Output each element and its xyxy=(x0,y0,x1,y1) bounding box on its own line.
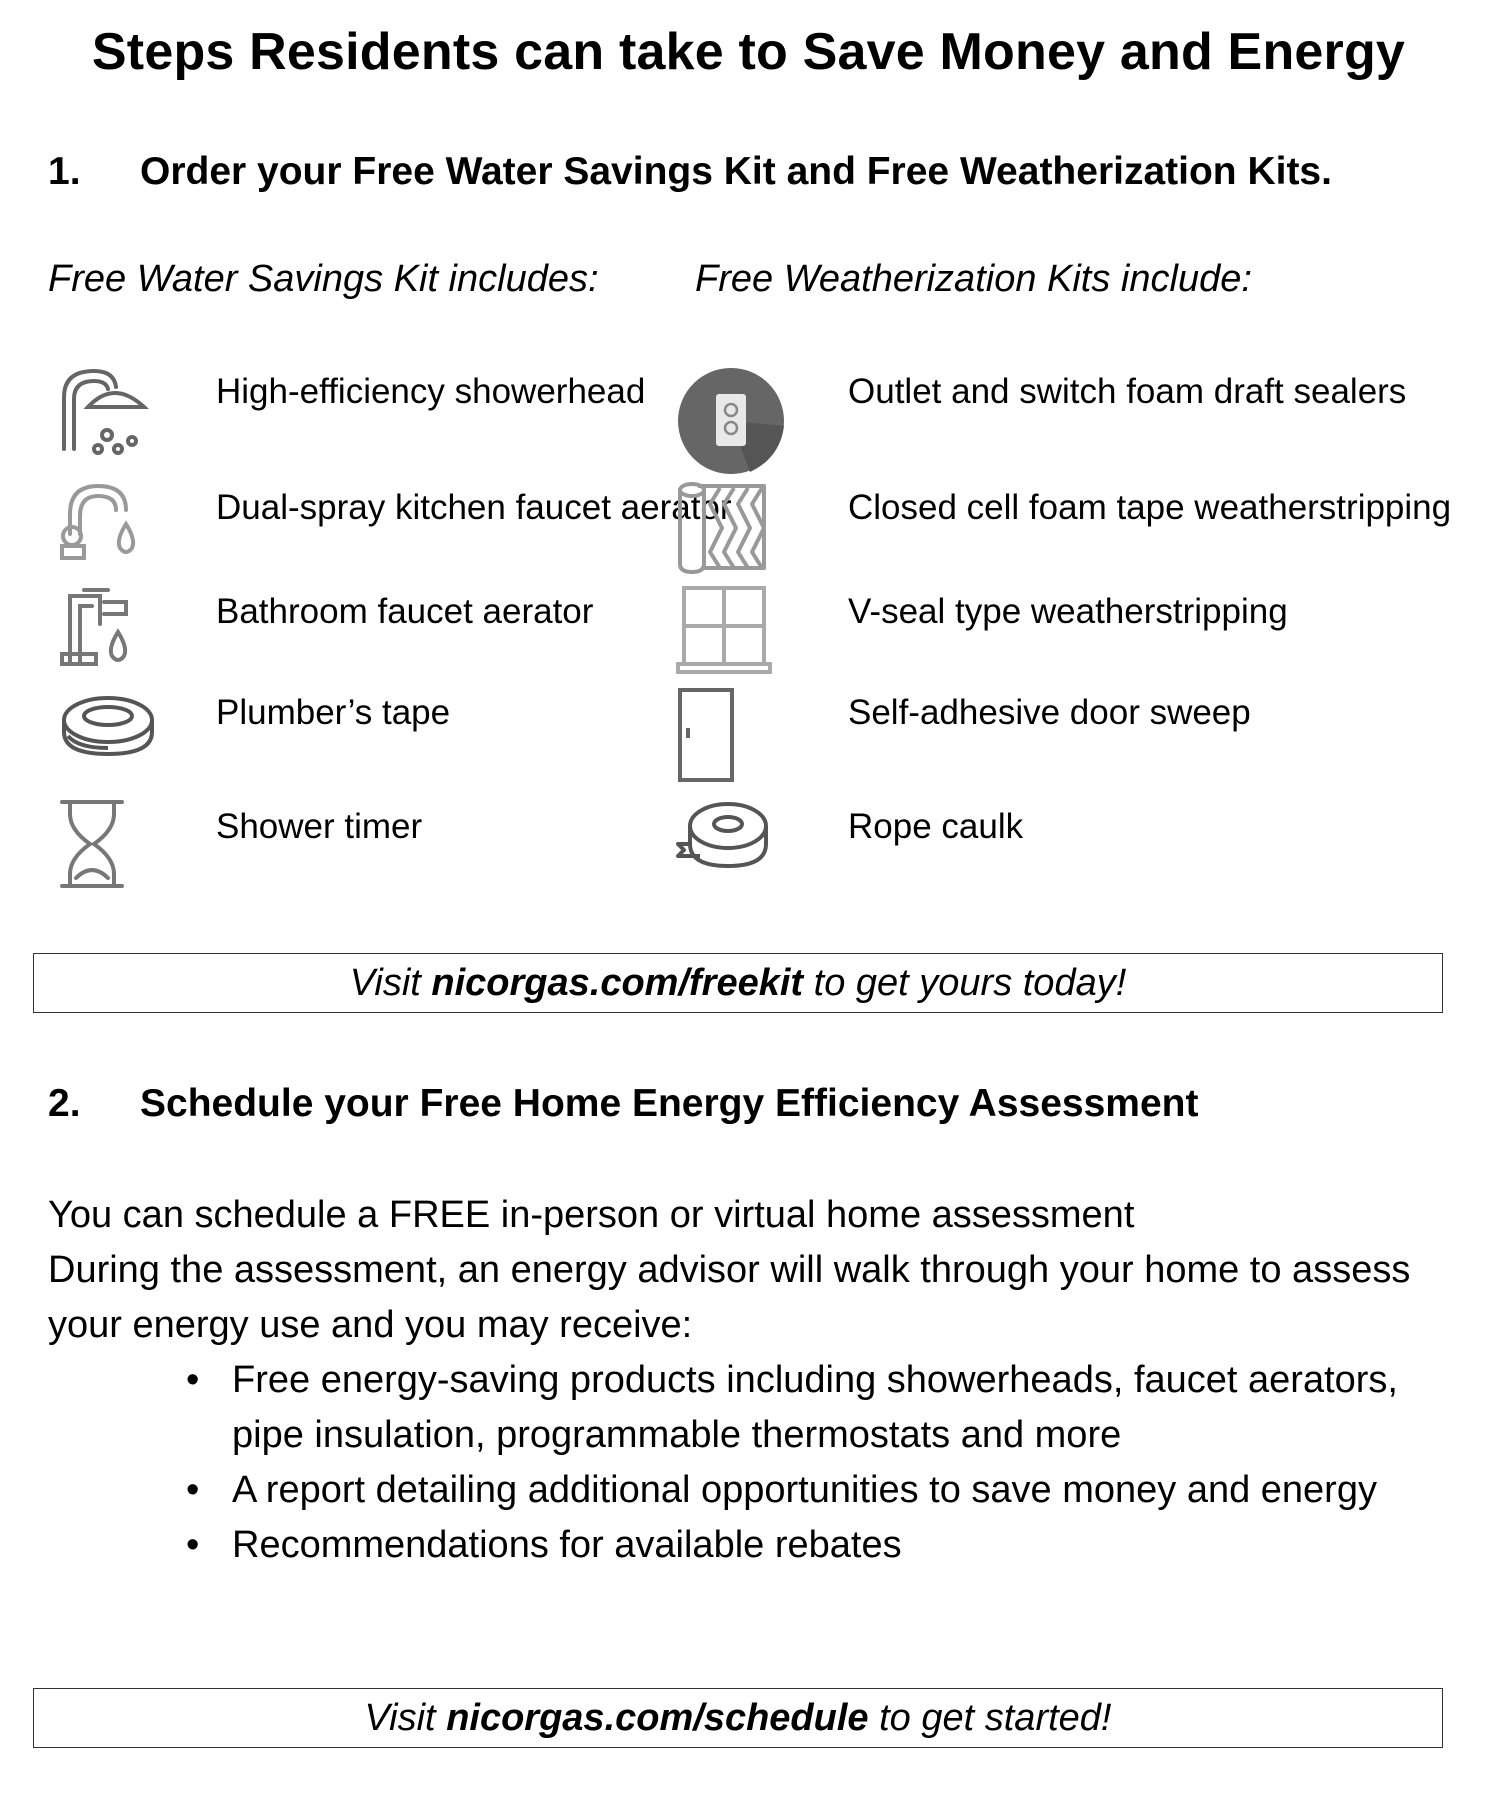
water-kit-item-plumbers-tape: Plumber’s tape xyxy=(216,693,451,732)
section-2-number: 2. xyxy=(48,1082,81,1125)
list-item: • A report detailing additional opportunities to save money and energy xyxy=(186,1469,1377,1511)
section-2-title: Schedule your Free Home Energy Efficiency Assessment xyxy=(140,1082,1199,1125)
schedule-cta-post: to get started! xyxy=(868,1697,1112,1739)
weather-kit-heading: Free Weatherization Kits include: xyxy=(695,258,1252,300)
assessment-intro: You can schedule a FREE in-person or virtual home assessment xyxy=(48,1194,1135,1236)
section-1-heading xyxy=(48,150,1332,194)
kitchen-faucet-icon xyxy=(58,480,143,565)
bathroom-faucet-icon xyxy=(58,584,143,669)
page-title: Steps Residents can take to Save Money and Energy xyxy=(91,23,1406,81)
caulk-roll-icon xyxy=(676,800,771,872)
water-kit-item-shower-timer: Shower timer xyxy=(216,807,423,846)
list-item: • Free energy-saving products including showerheads, faucet aerators, pipe insulation, programmable thermostats and more xyxy=(186,1359,1398,1456)
weather-kit-item-door-sweep: Self-adhesive door sweep xyxy=(848,693,1251,732)
window-icon xyxy=(676,584,772,676)
section-1-number: 1. xyxy=(48,150,81,193)
schedule-link[interactable]: nicorgas.com/schedule xyxy=(446,1697,869,1739)
schedule-cta-box xyxy=(33,1688,1443,1748)
door-icon xyxy=(676,686,736,786)
freekit-link[interactable]: nicorgas.com/freekit xyxy=(431,962,804,1004)
freekit-cta-post: to get yours today! xyxy=(803,962,1127,1004)
schedule-cta-pre: Visit xyxy=(364,1697,447,1739)
weather-kit-item-foam-tape: Closed cell foam tape weatherstripping xyxy=(848,488,1452,527)
water-kit-item-bathroom-aerator: Bathroom faucet aerator xyxy=(216,592,594,631)
assessment-description: During the assessment, an energy advisor will walk through your home to assess your energy use and you may receive: xyxy=(48,1249,1411,1346)
list-item: • Recommendations for available rebates xyxy=(186,1524,902,1566)
water-kit-item-showerhead: High-efficiency showerhead xyxy=(216,372,646,411)
freekit-cta-pre: Visit xyxy=(349,962,432,1004)
tape-roll-icon xyxy=(58,688,158,758)
assessment-benefits-list xyxy=(180,1353,1460,1573)
weather-kit-item-rope-caulk: Rope caulk xyxy=(848,807,1024,846)
section-2-heading xyxy=(48,1082,1198,1126)
water-kit-item-kitchen-aerator: Dual-spray kitchen faucet aerator xyxy=(216,488,732,527)
outlet-icon xyxy=(676,366,786,476)
hourglass-icon xyxy=(58,798,128,890)
section-1-title: Order your Free Water Savings Kit and Free Weatherization Kits. xyxy=(140,150,1332,193)
water-kit-heading: Free Water Savings Kit includes: xyxy=(48,258,599,300)
weather-kit-item-foam-sealers: Outlet and switch foam draft sealers xyxy=(848,372,1407,411)
weather-kit-item-v-seal: V-seal type weatherstripping xyxy=(848,592,1288,631)
foam-tape-icon xyxy=(676,480,771,575)
freekit-cta-box xyxy=(33,953,1443,1013)
showerhead-icon xyxy=(58,365,153,455)
